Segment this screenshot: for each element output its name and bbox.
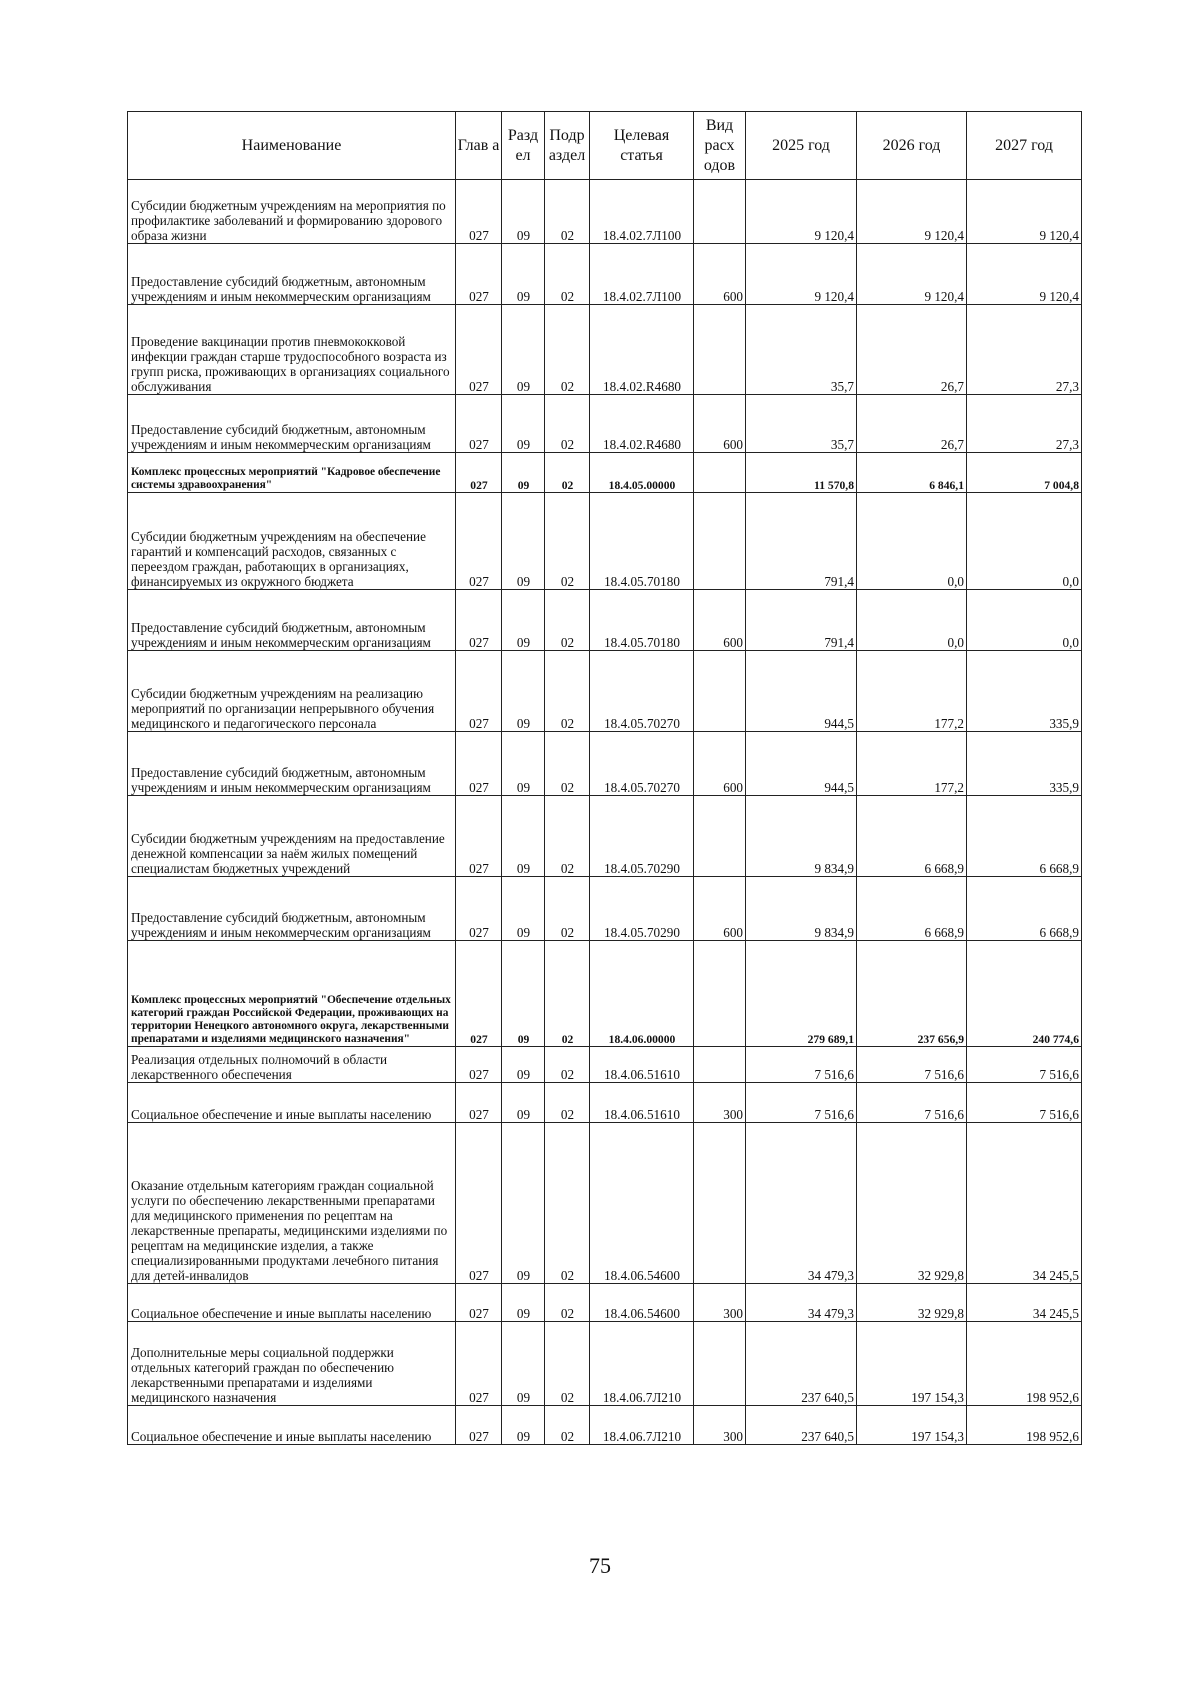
cell-glava: 027 [456, 453, 502, 493]
cell-podrazdel: 02 [545, 590, 590, 651]
header-tselevaya: Целевая статья [590, 112, 694, 180]
cell-podrazdel: 02 [545, 1083, 590, 1123]
cell-podrazdel: 02 [545, 493, 590, 590]
cell-tselevaya: 18.4.06.54600 [590, 1284, 694, 1322]
cell-podrazdel: 02 [545, 180, 590, 244]
cell-vid [694, 1123, 746, 1284]
cell-razdel: 09 [502, 1322, 545, 1406]
cell-glava: 027 [456, 305, 502, 395]
cell-name: Субсидии бюджетным учреждениям на предоставление денежной компенсации за наём жилых помещений специалистам бюджетных учреждений [128, 796, 456, 877]
cell-podrazdel: 02 [545, 1406, 590, 1445]
cell-name: Комплекс процессных мероприятий "Кадровое обеспечение системы здравоохранения" [128, 453, 456, 493]
cell-tselevaya: 18.4.02.7Л100 [590, 180, 694, 244]
cell-razdel: 09 [502, 453, 545, 493]
cell-tselevaya: 18.4.05.70180 [590, 493, 694, 590]
cell-tselevaya: 18.4.06.54600 [590, 1123, 694, 1284]
cell-2027: 335,9 [967, 651, 1082, 732]
cell-podrazdel: 02 [545, 877, 590, 941]
cell-podrazdel: 02 [545, 453, 590, 493]
cell-2026: 26,7 [857, 305, 967, 395]
cell-razdel: 09 [502, 590, 545, 651]
cell-podrazdel: 02 [545, 244, 590, 305]
cell-tselevaya: 18.4.06.00000 [590, 941, 694, 1047]
cell-glava: 027 [456, 877, 502, 941]
table-row [128, 877, 1082, 941]
cell-glava: 027 [456, 732, 502, 796]
cell-2025: 791,4 [746, 590, 857, 651]
cell-glava: 027 [456, 941, 502, 1047]
cell-glava: 027 [456, 180, 502, 244]
cell-2026: 177,2 [857, 651, 967, 732]
header-vid: Вид расх одов [694, 112, 746, 180]
cell-vid: 600 [694, 244, 746, 305]
cell-razdel: 09 [502, 1047, 545, 1083]
page-number: 75 [589, 1553, 611, 1578]
header-glava: Глав а [456, 112, 502, 180]
cell-2025: 9 834,9 [746, 877, 857, 941]
cell-tselevaya: 18.4.05.70180 [590, 590, 694, 651]
cell-vid [694, 796, 746, 877]
cell-2026: 32 929,8 [857, 1123, 967, 1284]
header-razdel: Разд ел [502, 112, 545, 180]
cell-2027: 27,3 [967, 395, 1082, 453]
cell-2025: 791,4 [746, 493, 857, 590]
cell-podrazdel: 02 [545, 1123, 590, 1284]
cell-razdel: 09 [502, 877, 545, 941]
cell-vid [694, 651, 746, 732]
cell-2026: 197 154,3 [857, 1322, 967, 1406]
budget-table [127, 111, 1082, 1445]
header-2026: 2026 год [857, 112, 967, 180]
cell-name: Реализация отдельных полномочий в области лекарственного обеспечения [128, 1047, 456, 1083]
cell-2025: 237 640,5 [746, 1406, 857, 1445]
cell-2027: 7 516,6 [967, 1083, 1082, 1123]
table-header [128, 112, 1082, 180]
cell-vid: 300 [694, 1406, 746, 1445]
cell-2027: 9 120,4 [967, 244, 1082, 305]
cell-2026: 32 929,8 [857, 1284, 967, 1322]
cell-podrazdel: 02 [545, 941, 590, 1047]
cell-razdel: 09 [502, 651, 545, 732]
cell-2026: 9 120,4 [857, 180, 967, 244]
cell-glava: 027 [456, 1284, 502, 1322]
cell-2027: 198 952,6 [967, 1406, 1082, 1445]
cell-vid [694, 1047, 746, 1083]
cell-name: Предоставление субсидий бюджетным, автономным учреждениям и иным некоммерческим организациям [128, 395, 456, 453]
cell-podrazdel: 02 [545, 651, 590, 732]
cell-vid [694, 180, 746, 244]
cell-glava: 027 [456, 590, 502, 651]
cell-tselevaya: 18.4.05.70290 [590, 796, 694, 877]
cell-glava: 027 [456, 493, 502, 590]
cell-2027: 9 120,4 [967, 180, 1082, 244]
cell-name: Социальное обеспечение и иные выплаты населению [128, 1083, 456, 1123]
cell-name: Субсидии бюджетным учреждениям на обеспечение гарантий и компенсаций расходов, связанных с переездом граждан, работающих в организациях, финансируемых из окружного бюджета [128, 493, 456, 590]
cell-name: Предоставление субсидий бюджетным, автономным учреждениям и иным некоммерческим организациям [128, 877, 456, 941]
cell-2027: 0,0 [967, 493, 1082, 590]
cell-2026: 0,0 [857, 590, 967, 651]
cell-vid [694, 305, 746, 395]
cell-2025: 7 516,6 [746, 1047, 857, 1083]
cell-glava: 027 [456, 1322, 502, 1406]
cell-2026: 237 656,9 [857, 941, 967, 1047]
cell-name: Комплекс процессных мероприятий "Обеспечение отдельных категорий граждан Российской Федерации, проживающих на территории Ненецкого автономного округа, лекарственными препаратами и изделиями медицинского назначения" [128, 941, 456, 1047]
cell-2026: 197 154,3 [857, 1406, 967, 1445]
table-row [128, 1284, 1082, 1322]
cell-vid: 600 [694, 877, 746, 941]
cell-2025: 279 689,1 [746, 941, 857, 1047]
header-row [128, 112, 1082, 180]
cell-razdel: 09 [502, 796, 545, 877]
cell-2025: 9 120,4 [746, 244, 857, 305]
header-2025: 2025 год [746, 112, 857, 180]
cell-2026: 7 516,6 [857, 1083, 967, 1123]
cell-tselevaya: 18.4.06.51610 [590, 1083, 694, 1123]
cell-2025: 7 516,6 [746, 1083, 857, 1123]
cell-razdel: 09 [502, 1083, 545, 1123]
cell-podrazdel: 02 [545, 1284, 590, 1322]
cell-2025: 11 570,8 [746, 453, 857, 493]
cell-tselevaya: 18.4.02.7Л100 [590, 244, 694, 305]
cell-podrazdel: 02 [545, 395, 590, 453]
cell-razdel: 09 [502, 1406, 545, 1445]
cell-2026: 177,2 [857, 732, 967, 796]
cell-2025: 237 640,5 [746, 1322, 857, 1406]
cell-vid: 600 [694, 732, 746, 796]
cell-2026: 9 120,4 [857, 244, 967, 305]
table-row [128, 941, 1082, 1047]
cell-2026: 0,0 [857, 493, 967, 590]
cell-razdel: 09 [502, 305, 545, 395]
cell-2027: 34 245,5 [967, 1123, 1082, 1284]
cell-2026: 6 668,9 [857, 796, 967, 877]
table-row [128, 1083, 1082, 1123]
cell-glava: 027 [456, 1123, 502, 1284]
cell-tselevaya: 18.4.05.70270 [590, 732, 694, 796]
cell-podrazdel: 02 [545, 1047, 590, 1083]
cell-2025: 9 120,4 [746, 180, 857, 244]
cell-podrazdel: 02 [545, 305, 590, 395]
table-row [128, 180, 1082, 244]
cell-name: Дополнительные меры социальной поддержки отдельных категорий граждан по обеспечению лекарственными препаратами и изделиями медицинского назначения [128, 1322, 456, 1406]
cell-name: Субсидии бюджетным учреждениям на реализацию мероприятий по организации непрерывного обучения медицинского и педагогического персонала [128, 651, 456, 732]
cell-2026: 6 668,9 [857, 877, 967, 941]
header-2027: 2027 год [967, 112, 1082, 180]
header-podrazdel: Подр аздел [545, 112, 590, 180]
cell-name: Субсидии бюджетным учреждениям на мероприятия по профилактике заболеваний и формированию здорового образа жизни [128, 180, 456, 244]
table-row [128, 1406, 1082, 1445]
table-row [128, 453, 1082, 493]
cell-razdel: 09 [502, 941, 545, 1047]
cell-vid: 300 [694, 1083, 746, 1123]
cell-2025: 944,5 [746, 651, 857, 732]
table-row [128, 651, 1082, 732]
cell-glava: 027 [456, 1083, 502, 1123]
cell-vid: 300 [694, 1284, 746, 1322]
cell-tselevaya: 18.4.06.51610 [590, 1047, 694, 1083]
cell-2027: 6 668,9 [967, 796, 1082, 877]
table-row [128, 305, 1082, 395]
cell-2025: 34 479,3 [746, 1123, 857, 1284]
cell-razdel: 09 [502, 244, 545, 305]
cell-glava: 027 [456, 1406, 502, 1445]
cell-tselevaya: 18.4.05.70290 [590, 877, 694, 941]
cell-name: Предоставление субсидий бюджетным, автономным учреждениям и иным некоммерческим организациям [128, 244, 456, 305]
cell-name: Предоставление субсидий бюджетным, автономным учреждениям и иным некоммерческим организациям [128, 732, 456, 796]
cell-name: Социальное обеспечение и иные выплаты населению [128, 1284, 456, 1322]
cell-glava: 027 [456, 395, 502, 453]
cell-2025: 35,7 [746, 305, 857, 395]
cell-vid: 600 [694, 395, 746, 453]
cell-2027: 198 952,6 [967, 1322, 1082, 1406]
cell-glava: 027 [456, 1047, 502, 1083]
cell-2027: 7 516,6 [967, 1047, 1082, 1083]
cell-2027: 27,3 [967, 305, 1082, 395]
cell-vid [694, 1322, 746, 1406]
cell-2027: 0,0 [967, 590, 1082, 651]
cell-tselevaya: 18.4.05.70270 [590, 651, 694, 732]
cell-2027: 335,9 [967, 732, 1082, 796]
table-row [128, 493, 1082, 590]
cell-razdel: 09 [502, 1284, 545, 1322]
cell-2025: 35,7 [746, 395, 857, 453]
table-body [128, 180, 1082, 1445]
table-row [128, 244, 1082, 305]
cell-vid [694, 941, 746, 1047]
cell-name: Оказание отдельным категориям граждан социальной услуги по обеспечению лекарственными препаратами для медицинского применения по рецептам на лекарственные препараты, медицинскими изделиями по рецептам на медицинские изделия, а также специализированными продуктами лечебного питания для детей-инвалидов [128, 1123, 456, 1284]
cell-razdel: 09 [502, 395, 545, 453]
cell-2026: 6 846,1 [857, 453, 967, 493]
cell-2027: 6 668,9 [967, 877, 1082, 941]
cell-name: Социальное обеспечение и иные выплаты населению [128, 1406, 456, 1445]
table-row [128, 732, 1082, 796]
cell-glava: 027 [456, 796, 502, 877]
cell-2027: 7 004,8 [967, 453, 1082, 493]
cell-2026: 7 516,6 [857, 1047, 967, 1083]
cell-2027: 240 774,6 [967, 941, 1082, 1047]
table-row [128, 395, 1082, 453]
cell-podrazdel: 02 [545, 1322, 590, 1406]
cell-name: Предоставление субсидий бюджетным, автономным учреждениям и иным некоммерческим организациям [128, 590, 456, 651]
cell-tselevaya: 18.4.06.7Л210 [590, 1322, 694, 1406]
cell-vid: 600 [694, 590, 746, 651]
table-row [128, 590, 1082, 651]
cell-vid [694, 453, 746, 493]
cell-razdel: 09 [502, 180, 545, 244]
cell-glava: 027 [456, 244, 502, 305]
cell-name: Проведение вакцинации против пневмококковой инфекции граждан старше трудоспособного возраста из групп риска, проживающих в организациях социального обслуживания [128, 305, 456, 395]
cell-podrazdel: 02 [545, 796, 590, 877]
cell-tselevaya: 18.4.06.7Л210 [590, 1406, 694, 1445]
cell-podrazdel: 02 [545, 732, 590, 796]
cell-vid [694, 493, 746, 590]
cell-tselevaya: 18.4.02.R4680 [590, 395, 694, 453]
cell-tselevaya: 18.4.05.00000 [590, 453, 694, 493]
table-row [128, 796, 1082, 877]
cell-razdel: 09 [502, 732, 545, 796]
cell-2025: 9 834,9 [746, 796, 857, 877]
table-row [128, 1047, 1082, 1083]
table-row [128, 1322, 1082, 1406]
cell-razdel: 09 [502, 493, 545, 590]
cell-2027: 34 245,5 [967, 1284, 1082, 1322]
cell-2026: 26,7 [857, 395, 967, 453]
cell-razdel: 09 [502, 1123, 545, 1284]
cell-2025: 34 479,3 [746, 1284, 857, 1322]
cell-tselevaya: 18.4.02.R4680 [590, 305, 694, 395]
cell-glava: 027 [456, 651, 502, 732]
header-name: Наименование [128, 112, 456, 180]
cell-2025: 944,5 [746, 732, 857, 796]
table-row [128, 1123, 1082, 1284]
